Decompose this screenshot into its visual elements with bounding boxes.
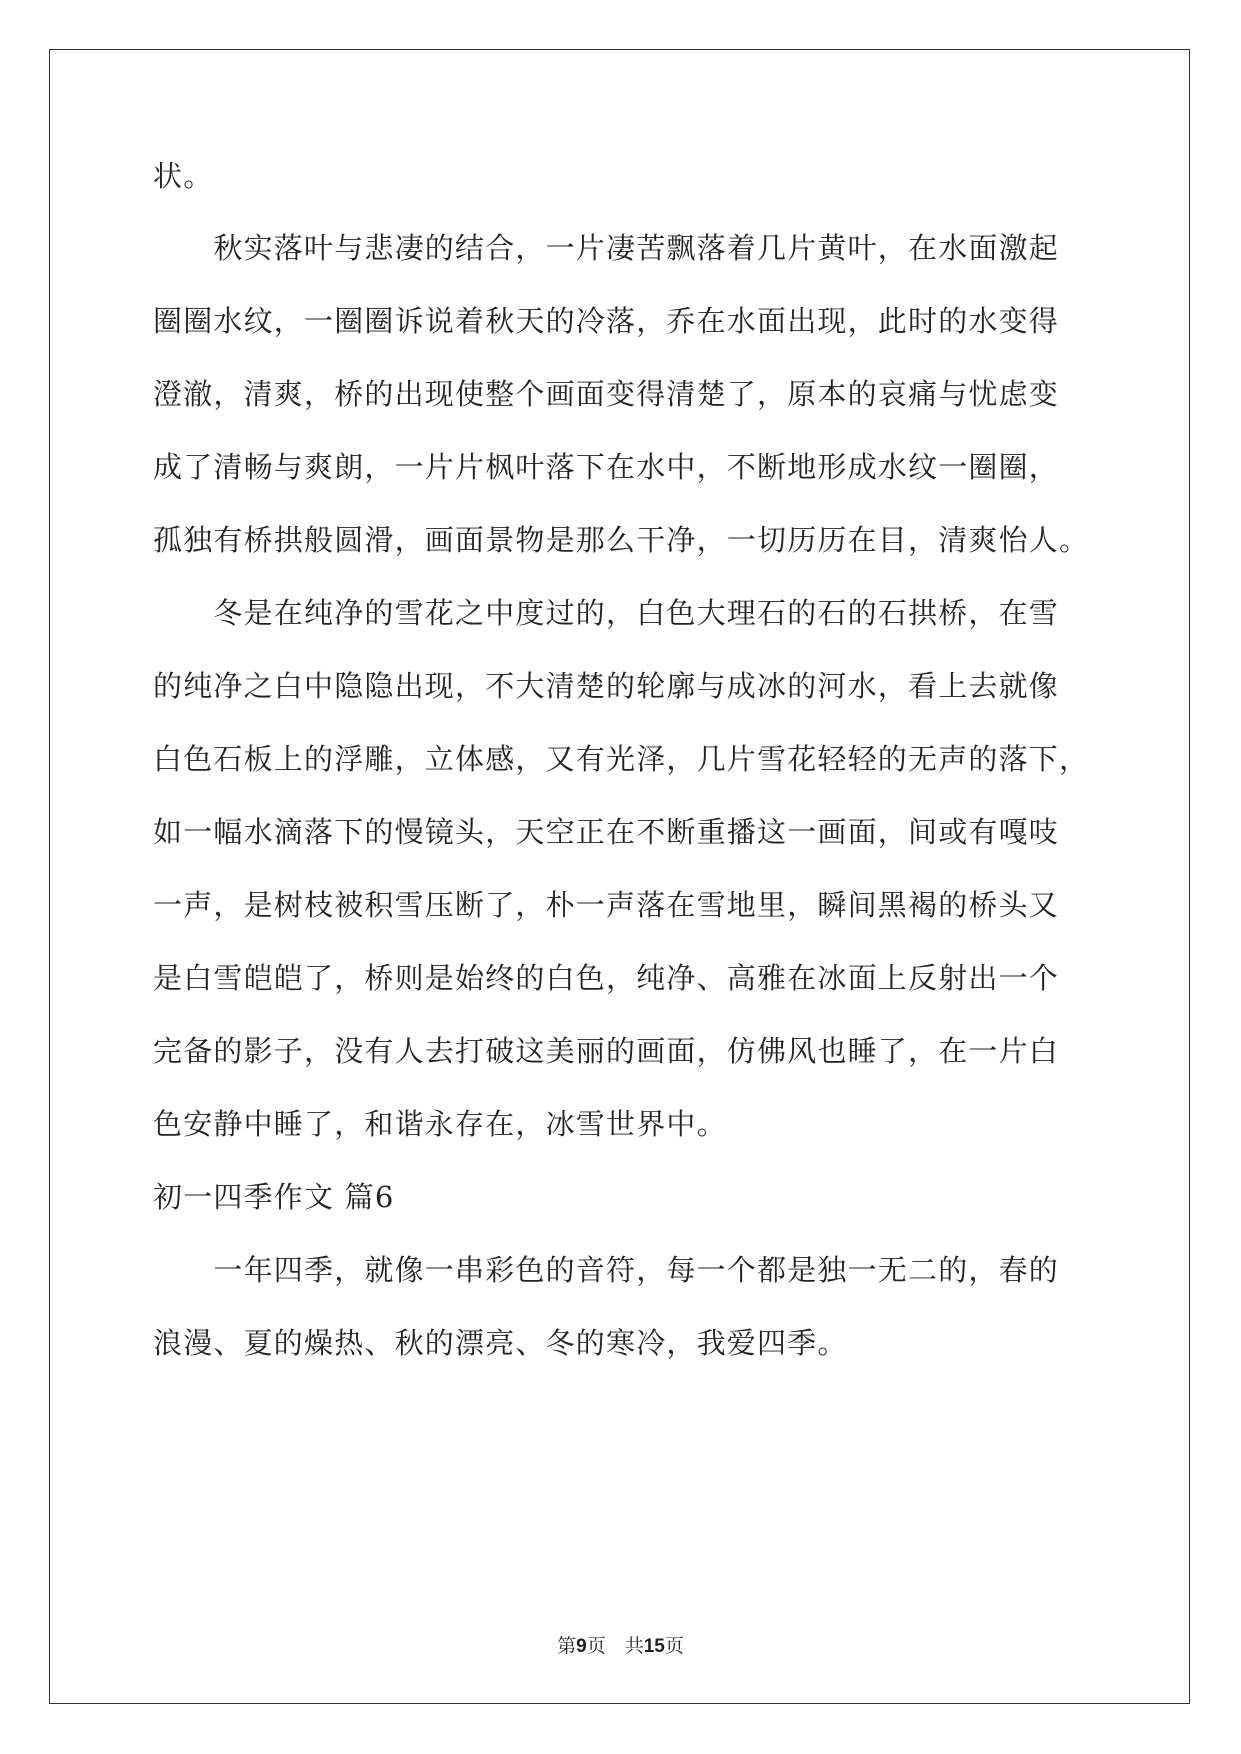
text-line: 孤独有桥拱般圆滑，画面景物是那么干净，一切历历在目，清爽怡人。 (153, 523, 1090, 557)
text-line: 的纯净之白中隐隐出现，不大清楚的轮廓与成冰的河水，看上去就像 (153, 669, 1060, 703)
text-line: 秋实落叶与悲凄的结合，一片凄苦飘落着几片黄叶，在水面激起 (153, 231, 1060, 265)
page-footer (0, 1634, 1241, 1659)
text-line: 冬是在纯净的雪花之中度过的，白色大理石的石的石拱桥，在雪 (153, 596, 1060, 630)
text-line: 色安静中睡了，和谐永存在，冰雪世界中。 (153, 1107, 727, 1141)
text-line: 澄澈，清爽，桥的出现使整个画面变得清楚了，原本的哀痛与忧虑变 (153, 377, 1060, 411)
text-line: 是白雪皑皑了，桥则是始终的白色，纯净、高雅在冰面上反射出一个 (153, 961, 1060, 995)
footer-page-mid: 页 共 (586, 1635, 644, 1657)
footer-page-prefix: 第 (557, 1635, 577, 1657)
footer-page-suffix: 页 (664, 1635, 684, 1657)
text-line: 状。 (153, 159, 214, 193)
page-border (49, 49, 1190, 1704)
text-line: 完备的影子，没有人去打破这美丽的画面，仿佛风也睡了，在一片白 (153, 1034, 1060, 1068)
text-line: 如一幅水滴落下的慢镜头，天空正在不断重播这一画面，间或有嘎吱 (153, 815, 1060, 849)
text-line: 一年四季，就像一串彩色的音符，每一个都是独一无二的，春的 (153, 1253, 1060, 1287)
footer-page-number: 9 (576, 1636, 587, 1657)
footer-total-pages: 15 (643, 1636, 665, 1657)
text-line: 白色石板上的浮雕，立体感，又有光泽，几片雪花轻轻的无声的落下， (153, 742, 1090, 776)
text-line: 圈圈水纹，一圈圈诉说着秋天的冷落，乔在水面出现，此时的水变得 (153, 304, 1060, 338)
text-line: 成了清畅与爽朗，一片片枫叶落下在水中，不断地形成水纹一圈圈， (153, 450, 1060, 484)
text-line: 一声，是树枝被积雪压断了，朴一声落在雪地里，瞬间黑褐的桥头又 (153, 888, 1060, 922)
text-line: 浪漫、夏的燥热、秋的漂亮、冬的寒冷，我爱四季。 (153, 1326, 848, 1360)
section-heading: 初一四季作文 篇6 (153, 1180, 395, 1214)
